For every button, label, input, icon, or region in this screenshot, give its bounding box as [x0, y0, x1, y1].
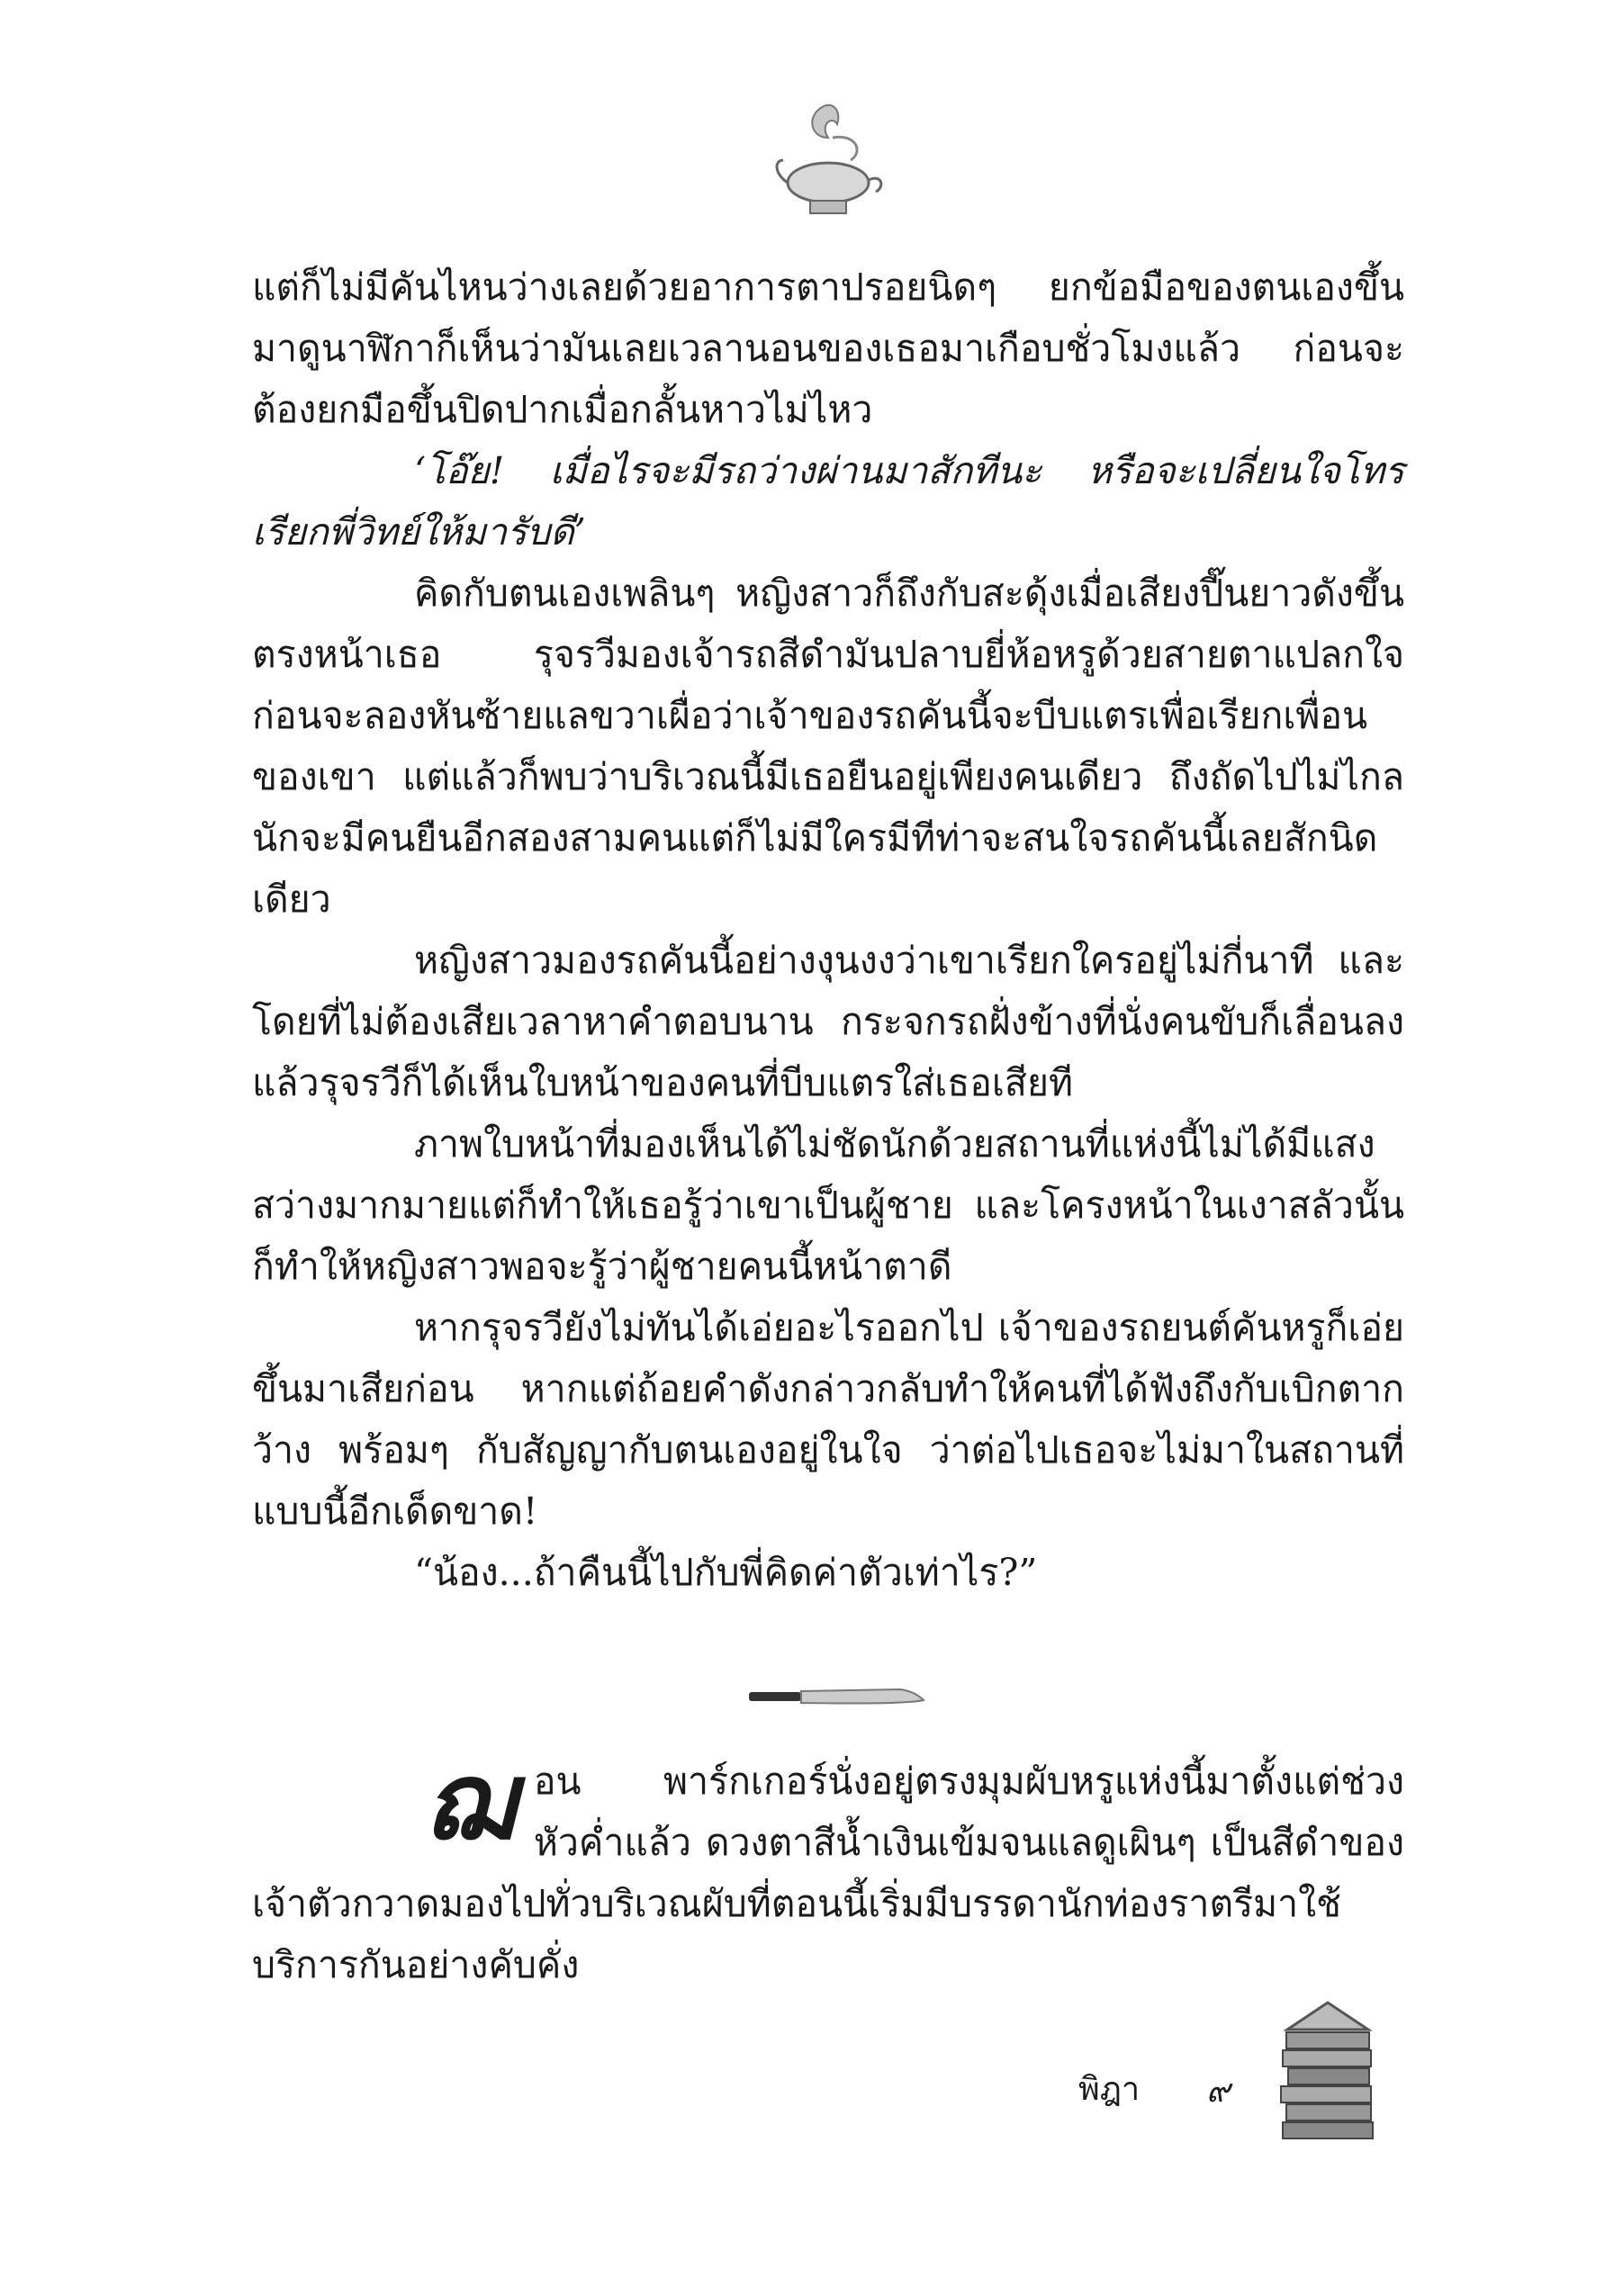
teapot-ornament-icon: [770, 97, 887, 232]
section-2-text: อน พาร์กเกอร์นั่งอยู่ตรงมุมผับหรูแห่งนี้มาตั้งแต่ช่วงหัวค่ำแล้ว ดวงตาสีน้ำเงินเข้มจนแลดูเผินๆ เป็นสีดำของเจ้าตัวกวาดมองไปทั่วบริเวณผับที่ตอนนี้เริ่มมีบรรดานักท่องราตรีมาใช้บริการกันอย่างคับคั่ง: [252, 1760, 1404, 1986]
drop-cap: ฌ: [423, 1738, 514, 1863]
footer-author: พิฎา: [1078, 2071, 1141, 2108]
book-stack-icon: [1274, 1998, 1382, 2142]
main-text: [252, 257, 1404, 1603]
knife-divider-icon: [747, 1679, 927, 1715]
paragraph-2: ‘โอ๊ย! เมื่อไรจะมีรถว่างผ่านมาสักทีนะ หรือจะเปลี่ยนใจโทรเรียกพี่วิทย์ให้มารับดี’: [252, 449, 1404, 554]
paragraph-3: คิดกับตนเองเพลินๆ หญิงสาวก็ถึงกับสะดุ้งเมื่อเสียงปี๊นยาวดังขึ้นตรงหน้าเธอ รุจรวีมองเจ้ารถสีดำมันปลาบยี่ห้อหรูด้วยสายตาแปลกใจ ก่อนจะลองหันซ้ายแลขวาเผื่อว่าเจ้าของรถคันนี้จะบีบแตรเพื่อเรียกเพื่อนของเขา แต่แล้วก็พบว่าบริเวณนี้มีเธอยืนอยู่เพียงคนเดียว ถึงถัดไปไม่ไกลนักจะมีคนยืนอีกสองสามคนแต่ก็ไม่มีใครมีทีท่าจะสนใจรถคันนี้เลยสักนิดเดียว: [252, 572, 1404, 921]
paragraph-4: หญิงสาวมองรถคันนี้อย่างงุนงงว่าเขาเรียกใครอยู่ไม่กี่นาที และโดยที่ไม่ต้องเสียเวลาหาคำตอบนาน กระจกรถฝั่งข้างที่นั่งคนขับก็เลื่อนลงแล้วรุจรวีก็ได้เห็นใบหน้าของคนที่บีบแตรใส่เธอเสียที: [252, 939, 1404, 1104]
page-number: ๙: [1206, 2073, 1231, 2110]
paragraph-6: หากรุจรวียังไม่ทันได้เอ่ยอะไรออกไป เจ้าของรถยนต์คันหรูก็เอ่ยขึ้นมาเสียก่อน หากแต่ถ้อยคำดังกล่าวกลับทำให้คนที่ได้ฟังถึงกับเบิกตากว้าง พร้อมๆ กับสัญญากับตนเองอยู่ในใจ ว่าต่อไปเธอจะไม่มาในสถานที่แบบนี้อีกเด็ดขาด!: [252, 1306, 1404, 1533]
section-2: [252, 1738, 1404, 1995]
paragraph-1: แต่ก็ไม่มีคันไหนว่างเลยด้วยอาการตาปรอยนิดๆ ยกข้อมือของตนเองขึ้นมาดูนาฬิกาก็เห็นว่ามันเลยเวลานอนของเธอมาเกือบชั่วโมงแล้ว ก่อนจะต้องยกมือขึ้นปิดปากเมื่อกลั้นหาวไม่ไหว: [252, 266, 1404, 431]
paragraph-5: ภาพใบหน้าที่มองเห็นได้ไม่ชัดนักด้วยสถานที่แห่งนี้ไม่ได้มีแสงสว่างมากมายแต่ก็ทำให้เธอรู้ว่าเขาเป็นผู้ชาย และโครงหน้าในเงาสลัวนั้นก็ทำให้หญิงสาวพอจะรู้ว่าผู้ชายคนนี้หน้าตาดี: [252, 1122, 1404, 1288]
paragraph-7: “น้อง...ถ้าคืนนี้ไปกับพี่คิดค่าตัวเท่าไร?”: [414, 1551, 1038, 1594]
